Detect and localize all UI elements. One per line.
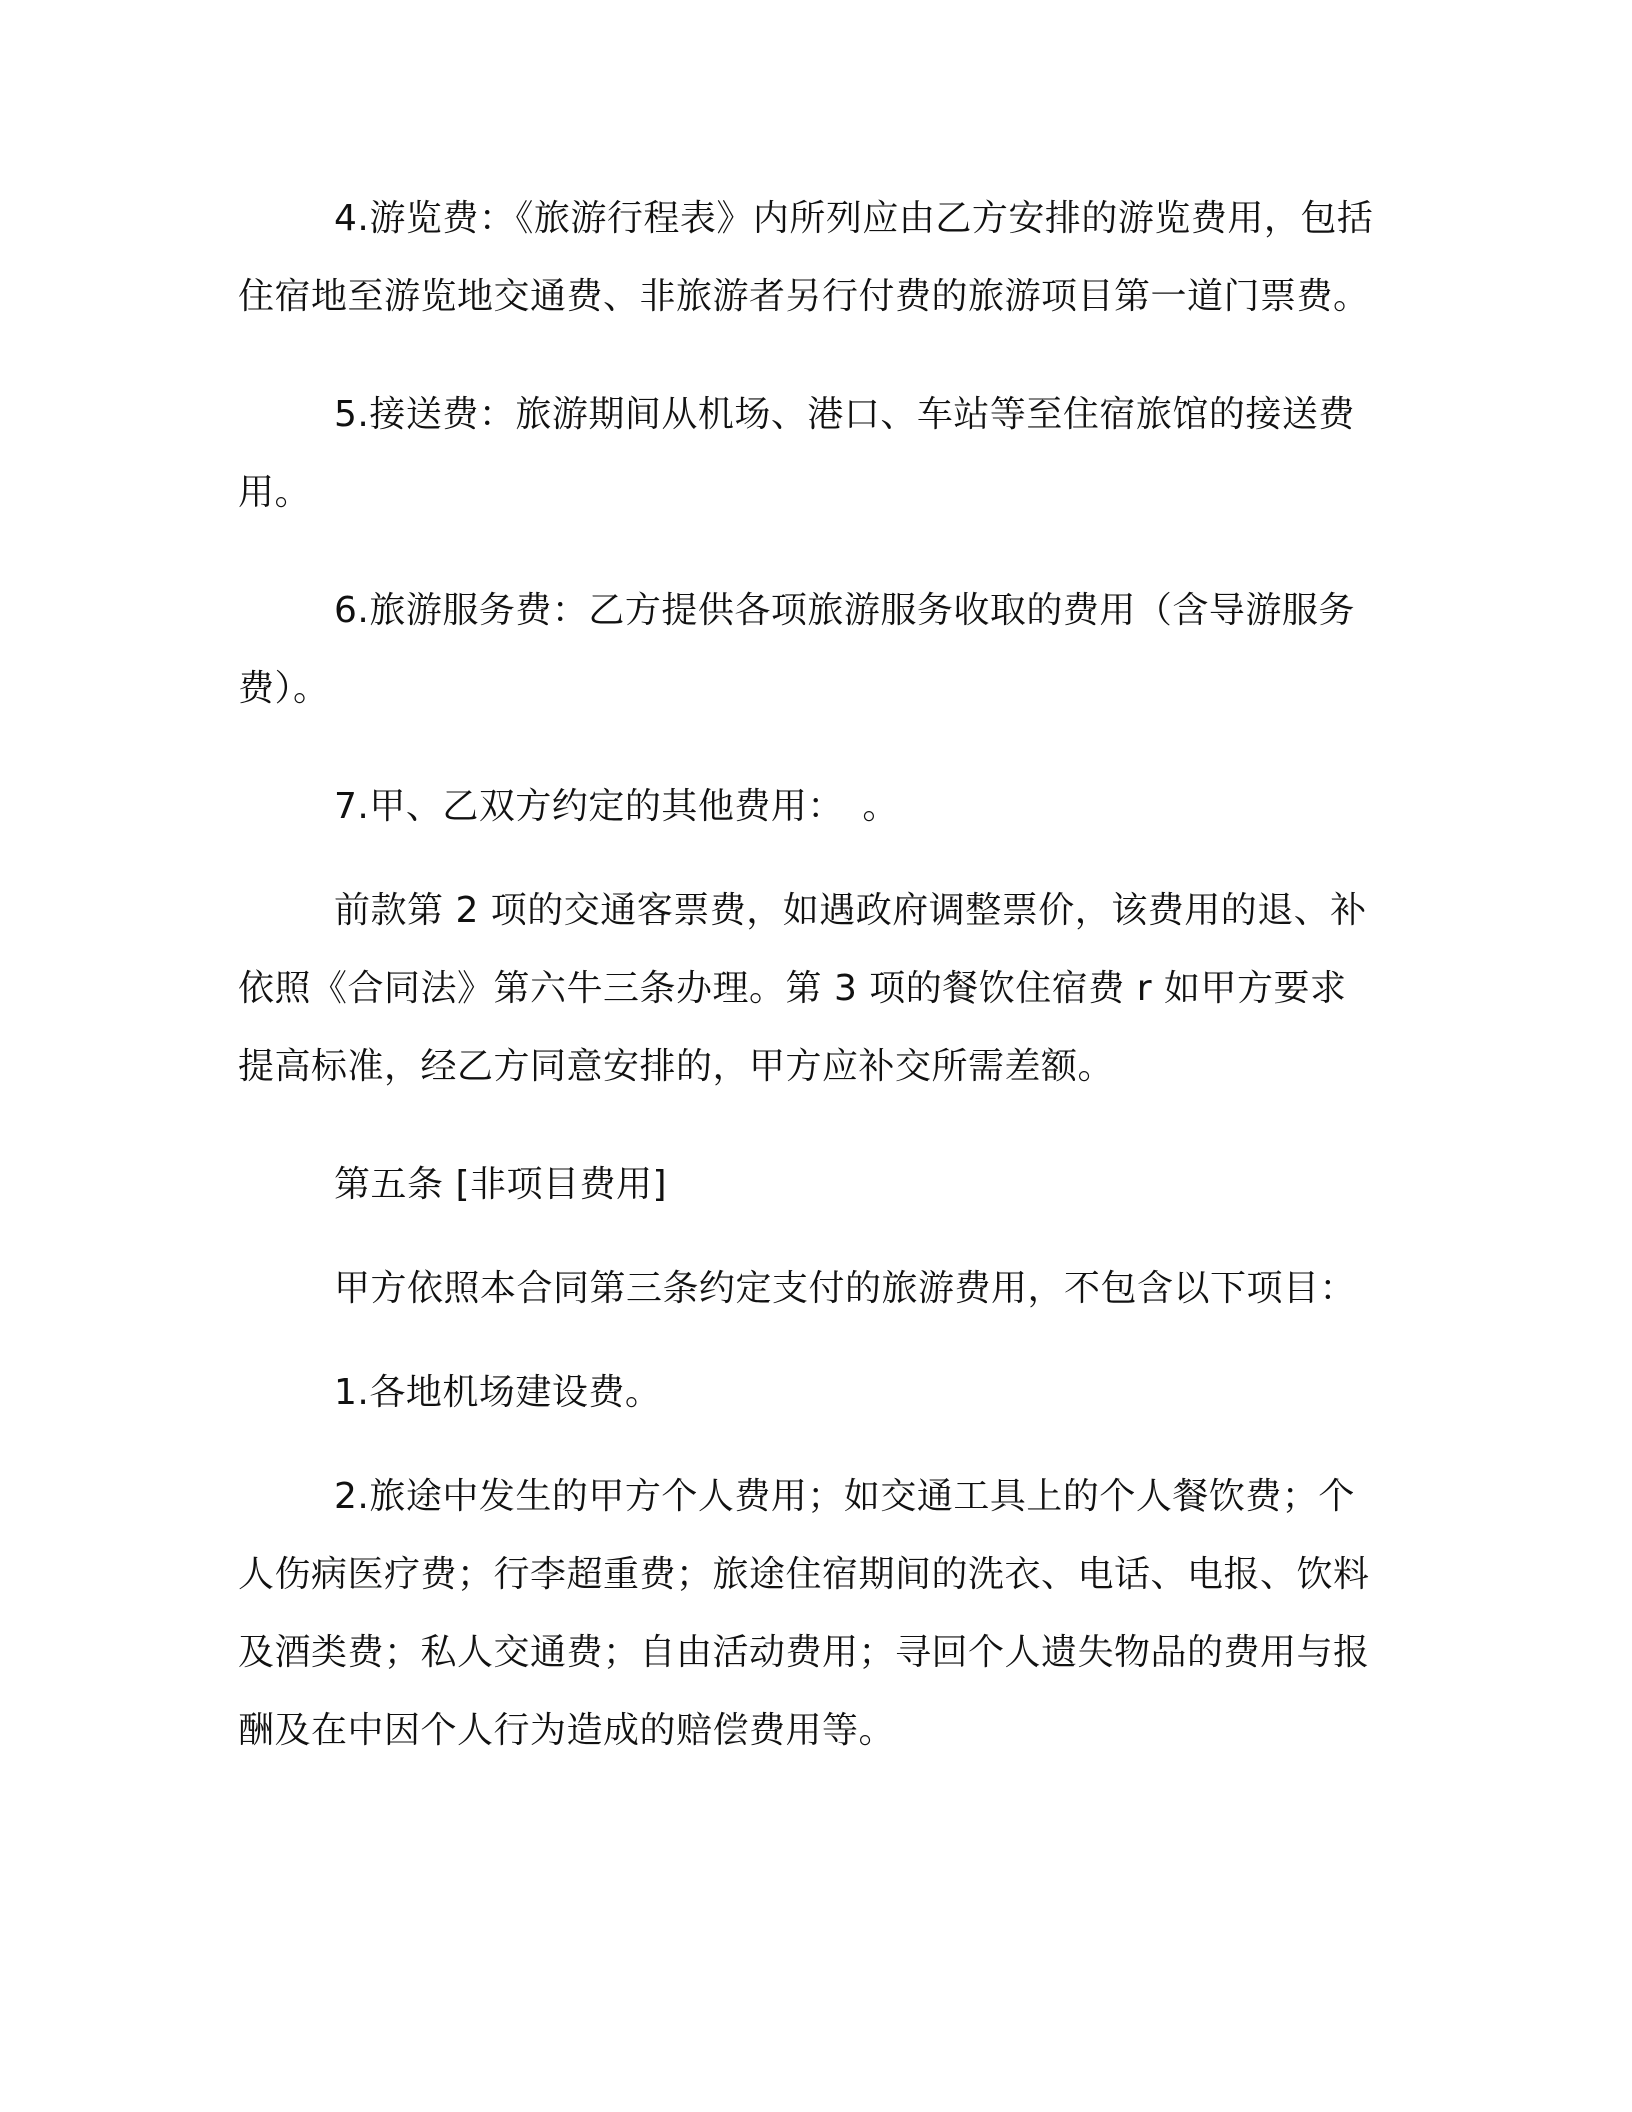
article-five-heading: 第五条 [非项目费用]: [334, 1164, 668, 1205]
paragraph-sightseeing-fee: 4.游览费：《旅游行程表》内所列应由乙方安排的游览费用，包括住宿地至游览地交通费、非旅游者另行付费的旅游项目第一道门票费。: [238, 198, 1374, 317]
paragraph-ticket-adjustment: 前款第 2 项的交通客票费，如遇政府调整票价，该费用的退、补依照《合同法》第六牛三条办理。第 3 项的餐饮住宿费 r 如甲方要求提高标准，经乙方同意安排的，甲方应补交所需差额。: [238, 890, 1367, 1087]
paragraph-other-fees: 7.甲、乙双方约定的其他费用： 。: [334, 786, 899, 827]
paragraph-personal-expenses: 2.旅途中发生的甲方个人费用；如交通工具上的个人餐饮费；个人伤病医疗费；行李超重费；旅途住宿期间的洗衣、电话、电报、饮料及酒类费；私人交通费；自由活动费用；寻回个人遗失物品的费用与报酬及在中因个人行为造成的赔偿费用等。: [238, 1476, 1370, 1751]
document-body: [238, 180, 1378, 1810]
paragraph-airport-fee: 1.各地机场建设费。: [334, 1372, 662, 1413]
paragraph-transfer-fee: 5.接送费：旅游期间从机场、港口、车站等至住宿旅馆的接送费用。: [238, 394, 1355, 513]
paragraph-excluded-items-intro: 甲方依照本合同第三条约定支付的旅游费用，不包含以下项目：: [334, 1268, 1357, 1309]
paragraph-service-fee: 6.旅游服务费：乙方提供各项旅游服务收取的费用（含导游服务费）。: [238, 590, 1355, 709]
